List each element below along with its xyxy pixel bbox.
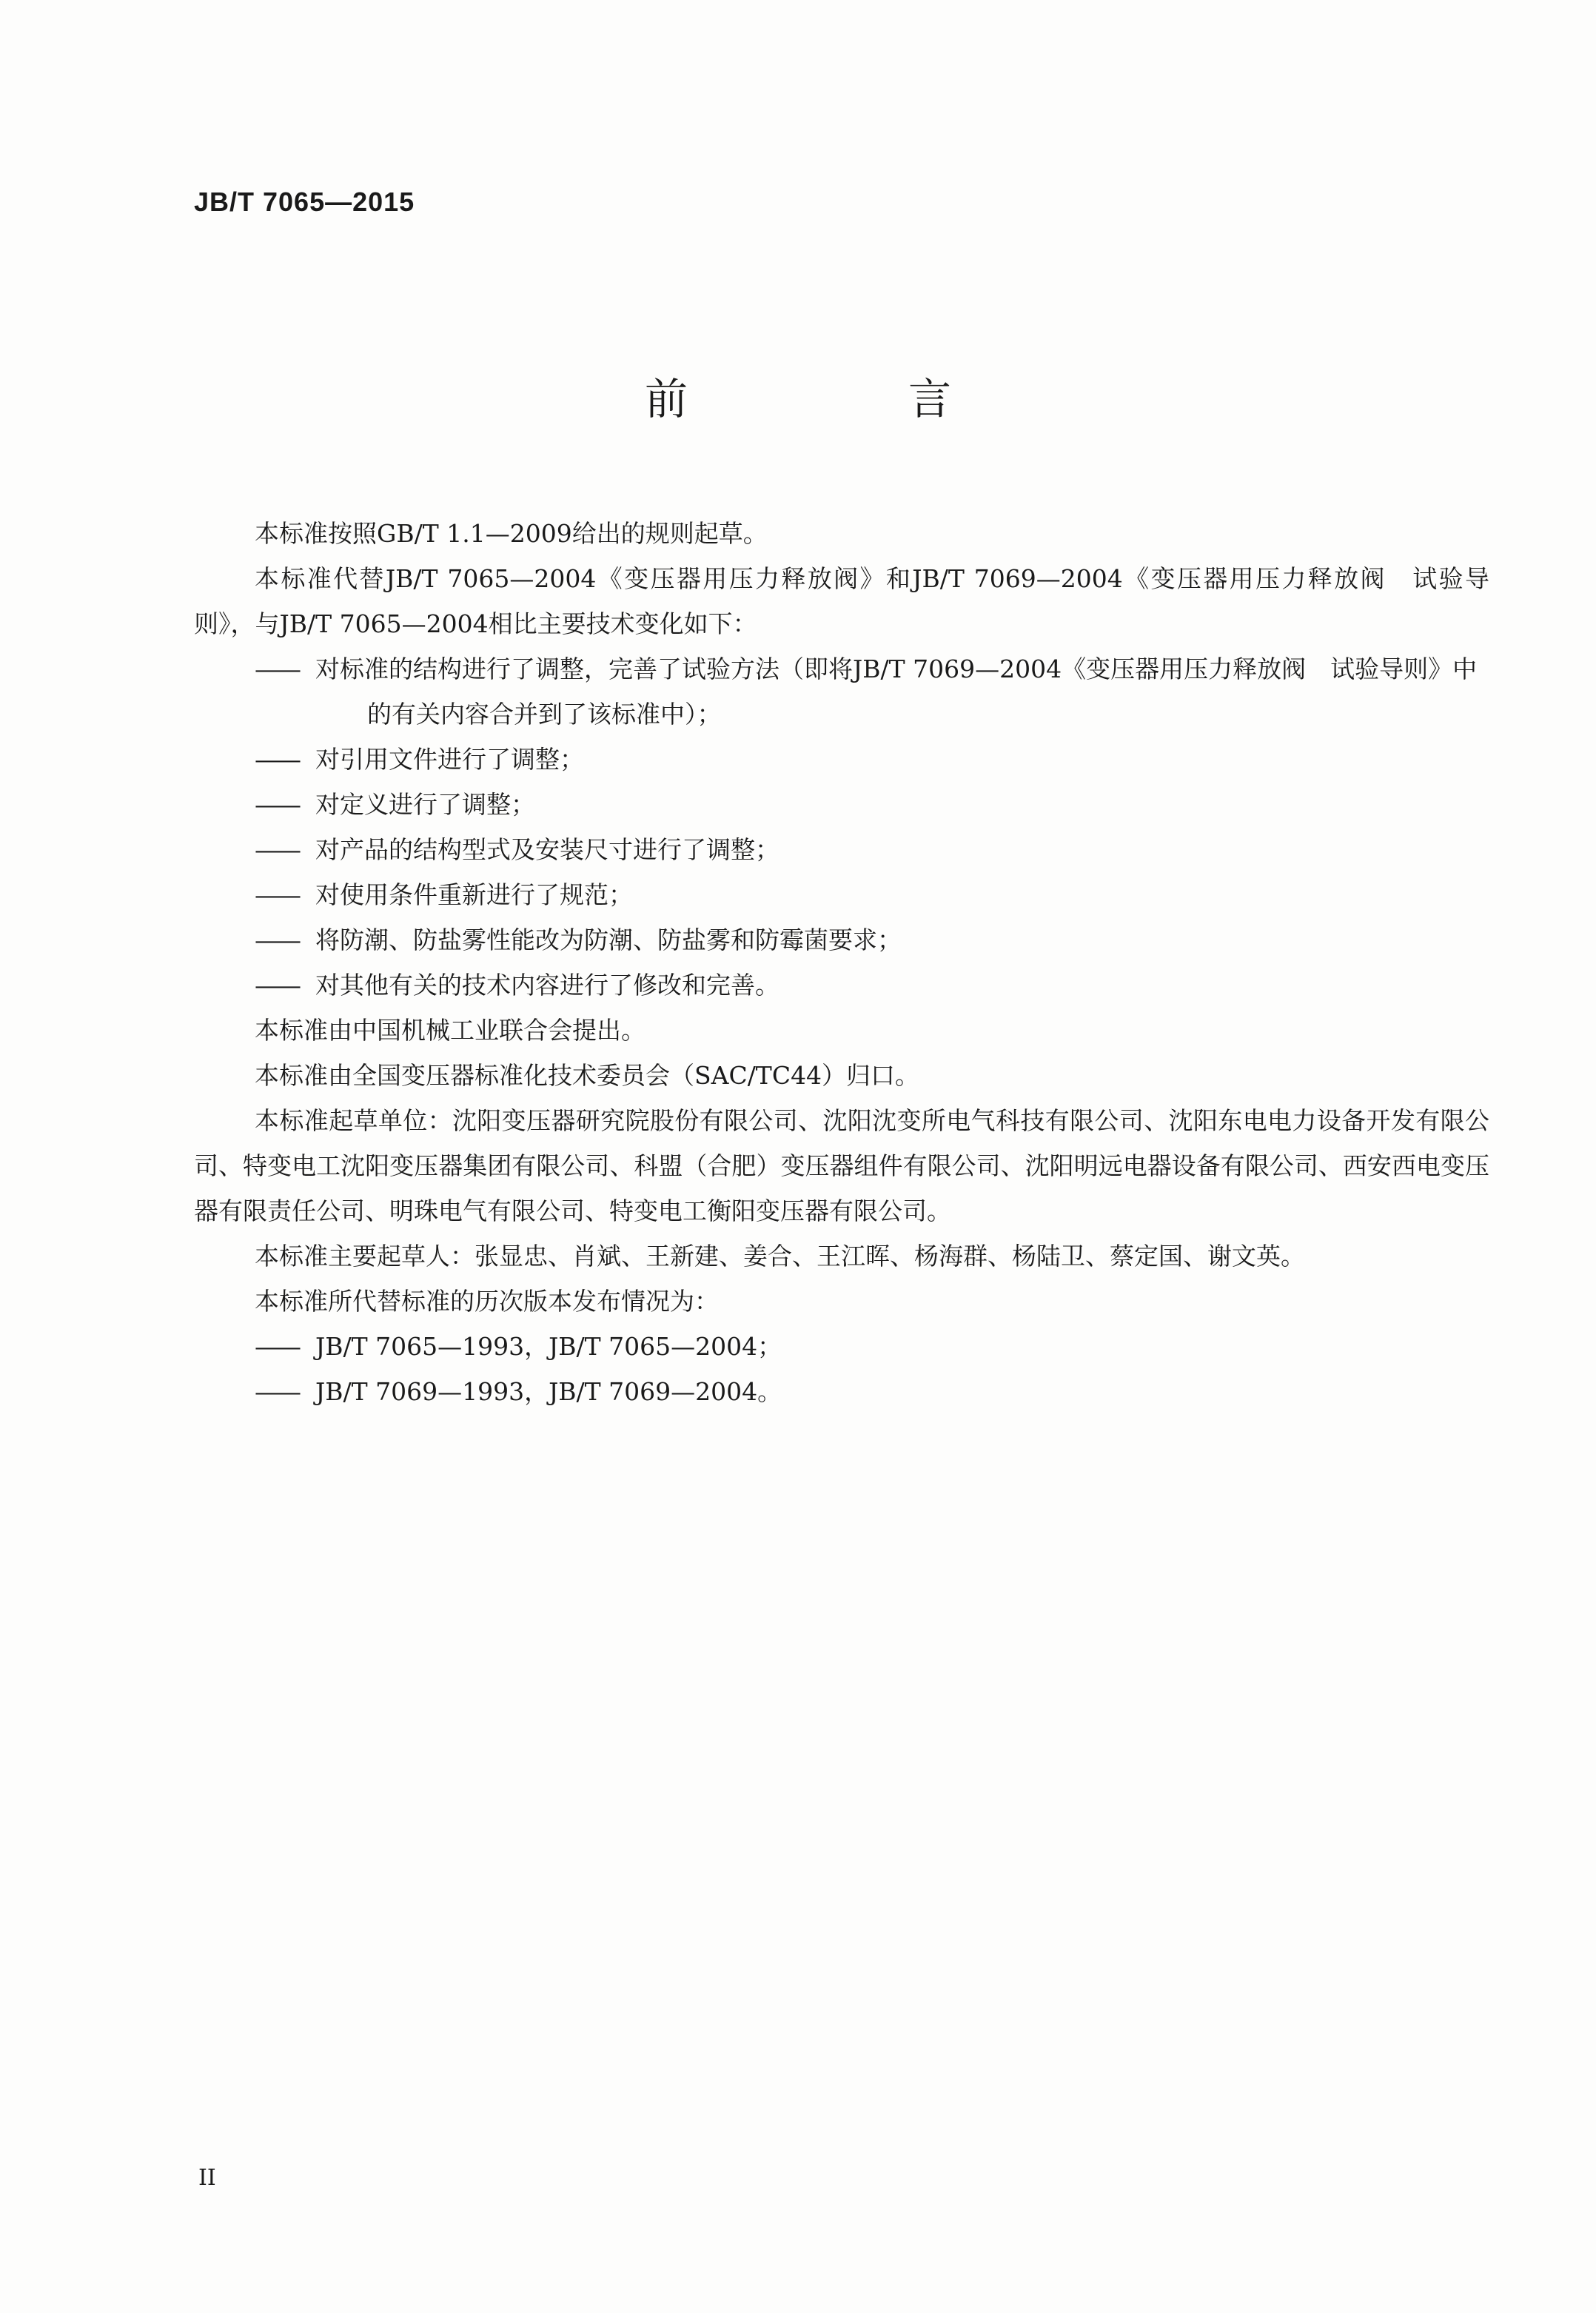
dash-mark: ——	[255, 745, 299, 774]
change-text: 对产品的结构型式及安装尺寸进行了调整；	[315, 835, 779, 864]
change-list-item	[255, 646, 1489, 737]
change-list-item	[255, 737, 1489, 782]
dash-mark: ——	[255, 835, 299, 864]
history-text: JB/T 7065—1993，JB/T 7065—2004；	[315, 1332, 782, 1361]
dash-mark: ——	[255, 1377, 299, 1406]
page-number: II	[198, 2165, 216, 2191]
preface-title: 前 言	[644, 374, 1040, 424]
change-text: 将防潮、防盐雾性能改为防潮、防盐雾和防霉菌要求；	[315, 925, 902, 954]
paragraph-replacement: 本标准代替JB/T 7065—2004《变压器用压力释放阀》和JB/T 7069—2004《变压器用压力释放阀 试验导则》，与JB/T 7065—2004相比主要技术变化如下：	[194, 564, 1489, 638]
change-list-item	[255, 827, 1489, 872]
change-text: 对使用条件重新进行了规范；	[315, 880, 633, 909]
change-text: 对定义进行了调整；	[315, 790, 535, 819]
dash-mark: ——	[255, 971, 299, 1000]
paragraph-drafters: 本标准主要起草人：张显忠、肖斌、王新建、姜合、王江晖、杨海群、杨陆卫、蔡定国、谢文英。	[255, 1242, 1305, 1271]
change-list-item	[255, 782, 1489, 827]
dash-mark: ——	[255, 790, 299, 819]
dash-mark: ——	[255, 880, 299, 909]
preface-body	[194, 511, 1489, 1414]
change-text: 对标准的结构进行了调整，完善了试验方法（即将JB/T 7069—2004《变压器用压力释放阀 试验导则》中的有关内容合并到了该标准中）；	[315, 655, 1478, 729]
paragraph-history-intro: 本标准所代替标准的历次版本发布情况为：	[255, 1287, 719, 1316]
history-list-item	[255, 1324, 1489, 1369]
standard-code-header: JB/T 7065—2015	[194, 187, 415, 217]
paragraph-committee: 本标准由全国变压器标准化技术委员会（SAC/TC44）归口。	[255, 1061, 920, 1090]
change-text: 对其他有关的技术内容进行了修改和完善。	[315, 971, 779, 1000]
history-text: JB/T 7069—1993，JB/T 7069—2004。	[315, 1377, 782, 1406]
change-list-item	[255, 917, 1489, 963]
change-list-item	[255, 872, 1489, 917]
dash-mark: ——	[255, 925, 299, 954]
dash-mark: ——	[255, 655, 299, 683]
dash-mark: ——	[255, 1332, 299, 1361]
paragraph-drafting-rules: 本标准按照GB/T 1.1—2009给出的规则起草。	[255, 519, 768, 548]
paragraph-proposer: 本标准由中国机械工业联合会提出。	[255, 1016, 646, 1045]
change-text: 对引用文件进行了调整；	[315, 745, 584, 774]
paragraph-drafting-units: 本标准起草单位：沈阳变压器研究院股份有限公司、沈阳沈变所电气科技有限公司、沈阳东电电力设备开发有限公司、特变电工沈阳变压器集团有限公司、科盟（合肥）变压器组件有限公司、沈阳明远电器设备有限公司、西安西电变压器有限责任公司、明珠电气有限公司、特变电工衡阳变压器有限公司。	[194, 1106, 1489, 1225]
change-list-item	[255, 963, 1489, 1008]
history-list-item	[255, 1369, 1489, 1414]
